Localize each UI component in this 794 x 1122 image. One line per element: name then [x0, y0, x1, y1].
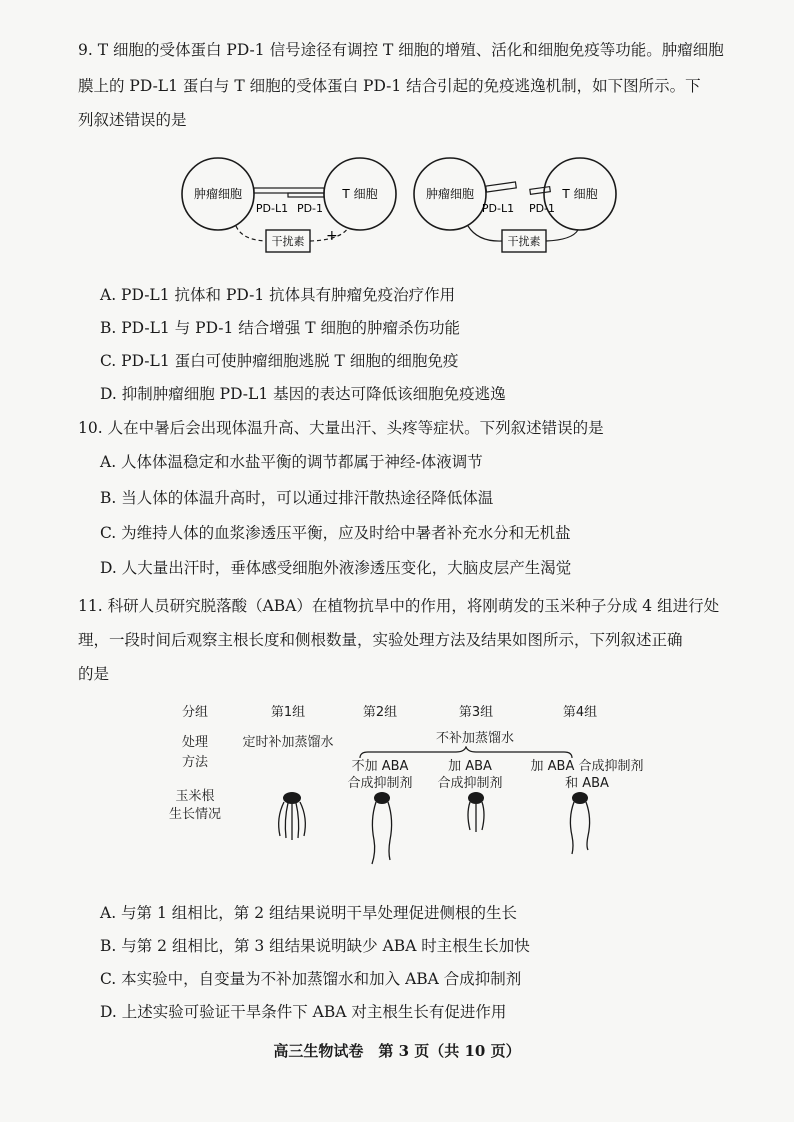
plus-sign: + [326, 228, 338, 244]
group3-header: 第3组 [458, 705, 494, 720]
group1-header: 第1组 [270, 705, 306, 720]
q11-option-c: C. 本实验中，自变量为不补加蒸馏水和加入 ABA 合成抑制剂 [100, 970, 522, 988]
method-group2-line2: 合成抑制剂 [347, 776, 413, 791]
q9-diagram [180, 150, 620, 262]
t-cell-label-left: T 细胞 [342, 187, 378, 201]
pdl1-label-right: PD-L1 [481, 202, 515, 215]
tumor-cell-label-right: 肿瘤细胞 [425, 187, 475, 201]
q9-option-a: A. PD-L1 抗体和 PD-1 抗体具有肿瘤免疫治疗作用 [100, 286, 456, 304]
arrow-left-right-panel [468, 226, 502, 241]
q9-stem-line3: 列叙述错误的是 [78, 111, 187, 129]
pd1-label-right: PD-1 [528, 202, 556, 215]
q11-option-b: B. 与第 2 组相比，第 3 组结果说明缺少 ABA 时主根生长加快 [100, 937, 530, 955]
q11-option-a: A. 与第 1 组相比，第 2 组结果说明干旱处理促进侧根的生长 [100, 904, 517, 922]
root-sketch-group1 [262, 790, 322, 850]
pd1-bar-right [530, 187, 551, 195]
group2-header: 第2组 [362, 705, 398, 720]
interferon-label-right: 干扰素 [507, 235, 541, 248]
q10-option-b: B. 当人体的体温升高时，可以通过排汗散热途径降低体温 [100, 489, 494, 507]
q11-stem-line3: 的是 [78, 665, 110, 683]
q11-stem-line1: 11. 科研人员研究脱落酸（ABA）在植物抗旱中的作用，将刚萌发的玉米种子分成 4 组进行处 [78, 597, 720, 615]
method-group3-line1: 加 ABA [448, 759, 492, 774]
pd1-bar [288, 193, 324, 197]
q9-stem-line1: 9. T 细胞的受体蛋白 PD-1 信号途径有调控 T 细胞的增殖、活化和细胞免疫等功能。肿瘤细胞 [78, 41, 724, 59]
row-group-label: 分组 [181, 705, 208, 720]
tumor-cell-label-left: 肿瘤细胞 [193, 187, 243, 201]
arrow-right-right-panel [546, 230, 578, 241]
root-sketch-group2 [360, 790, 404, 870]
root-sketch-group4 [560, 790, 600, 860]
method-group2-line1: 不加 ABA [351, 759, 409, 774]
pdl1-bar-right [486, 182, 517, 192]
group4-header: 第4组 [562, 705, 598, 720]
q10-option-c: C. 为维持人体的血浆渗透压平衡，应及时给中暑者补充水分和无机盐 [100, 524, 571, 542]
pdl1-label-left: PD-L1 [255, 202, 289, 215]
q10-option-a: A. 人体体温稳定和水盐平衡的调节都属于神经-体液调节 [100, 453, 483, 471]
row-method-label-1: 处理 [181, 735, 208, 750]
pdl1-bar [254, 188, 324, 193]
row-growth-label-2: 生长情况 [168, 807, 221, 822]
q9-option-c: C. PD-L1 蛋白可使肿瘤细胞逃脱 T 细胞的细胞免疫 [100, 352, 459, 370]
q10-option-d: D. 人大量出汗时，垂体感受细胞外液渗透压变化，大脑皮层产生渴觉 [100, 559, 572, 577]
method-group4-line1: 加 ABA 合成抑制剂 [530, 759, 644, 774]
q9-option-b: B. PD-L1 与 PD-1 结合增强 T 细胞的肿瘤杀伤功能 [100, 319, 460, 337]
pd1-label-left: PD-1 [296, 202, 324, 215]
method-group3-line2: 合成抑制剂 [437, 776, 503, 791]
method-group4-line2: 和 ABA [565, 776, 609, 791]
row-method-label-2: 方法 [181, 755, 208, 770]
row-growth-label-1: 玉米根 [175, 789, 215, 804]
q9-option-d: D. 抑制肿瘤细胞 PD-L1 基因的表达可降低该细胞免疫逃逸 [100, 385, 506, 403]
dashed-arrow-left [236, 226, 266, 241]
method-shared: 不补加蒸馏水 [435, 731, 514, 746]
root-sketch-group3 [456, 790, 496, 840]
t-cell-label-right: T 细胞 [562, 187, 598, 201]
method-group1: 定时补加蒸馏水 [242, 735, 334, 750]
q11-stem-line2: 理，一段时间后观察主根长度和侧根数量，实验处理方法及结果如图所示，下列叙述正确 [78, 631, 683, 649]
page-footer: 高三生物试卷 第 3 页（共 10 页） [273, 1042, 521, 1060]
interferon-label-left: 干扰素 [271, 235, 305, 248]
q10-stem: 10. 人在中暑后会出现体温升高、大量出汗、头疼等症状。下列叙述错误的是 [78, 419, 604, 437]
q9-stem-line2: 膜上的 PD-L1 蛋白与 T 细胞的受体蛋白 PD-1 结合引起的免疫逃逸机制，如下图所示。下 [78, 77, 701, 95]
q11-option-d: D. 上述实验可验证干旱条件下 ABA 对主根生长有促进作用 [100, 1003, 507, 1021]
